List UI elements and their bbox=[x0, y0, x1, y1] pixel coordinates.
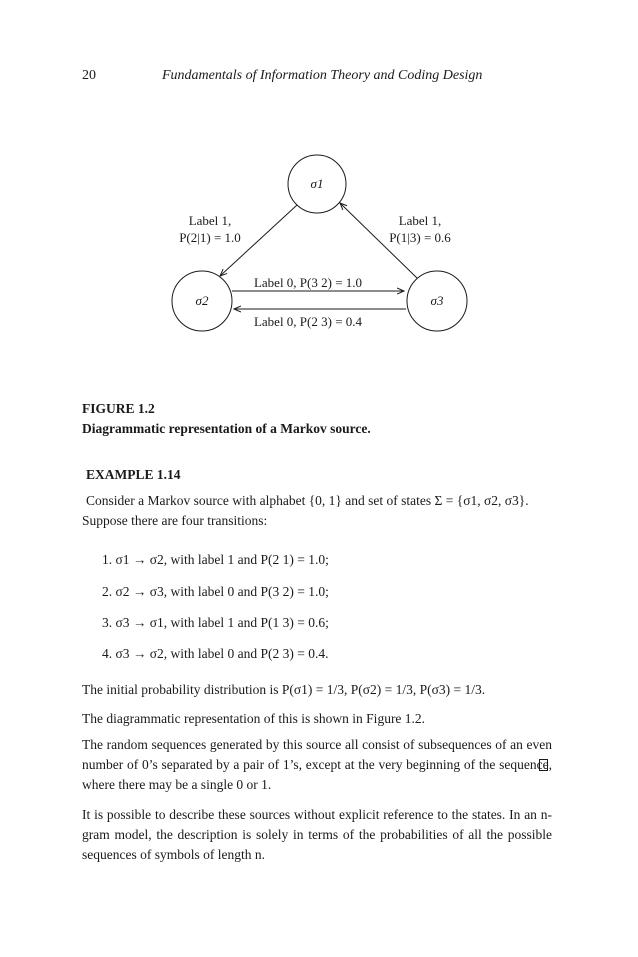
edge-label-s3-s2: Label 0, P(2 3) = 0.4 bbox=[253, 314, 363, 329]
end-of-example-mark bbox=[539, 759, 548, 771]
edge-label-s2-s3: Label 0, P(3 2) = 1.0 bbox=[253, 275, 363, 290]
figure-number: FIGURE 1.2 bbox=[82, 401, 155, 416]
edge-label-s1-s2-line1: Label 1, bbox=[188, 213, 232, 228]
sequences-paragraph: The random sequences generated by this source all consist of subsequences of an even number of 0’s separated by a pair of 1’s, except at the very beginning of the sequence, where there may be a single 0 or 1. bbox=[82, 737, 552, 792]
diagram-reference: The diagrammatic representation of this is shown in Figure 1.2. bbox=[82, 711, 426, 726]
node-label-s3: σ3 bbox=[430, 293, 444, 308]
initial-distribution: The initial probability distribution is P(σ1) = 1/3, P(σ2) = 1/3, P(σ3) = 1/3. bbox=[82, 682, 486, 697]
transition-item-3: 3. σ3 → σ1, with label 1 and P(1 3) = 0.6; bbox=[102, 615, 329, 630]
running-title: Fundamentals of Information Theory and Coding Design bbox=[162, 68, 483, 83]
node-label-s2: σ2 bbox=[195, 293, 209, 308]
figure-caption bbox=[82, 399, 371, 439]
edge-label-s3-s1-line2: P(1|3) = 0.6 bbox=[389, 230, 451, 245]
example-heading: EXAMPLE 1.14 bbox=[86, 467, 181, 482]
transition-item-1: 1. σ1 → σ2, with label 1 and P(2 1) = 1.0; bbox=[102, 552, 329, 567]
transition-item-4: 4. σ3 → σ2, with label 0 and P(2 3) = 0.4. bbox=[102, 646, 329, 661]
example-intro-line2: Suppose there are four transitions: bbox=[82, 513, 268, 528]
edge-label-s1-s2-line2: P(2|1) = 1.0 bbox=[179, 230, 241, 245]
example-intro-line1: Consider a Markov source with alphabet {0, 1} and set of states Σ = {σ1, σ2, σ3}. bbox=[86, 493, 529, 508]
node-label-s1: σ1 bbox=[310, 176, 324, 191]
edge-label-s3-s1-line1: Label 1, bbox=[398, 213, 442, 228]
page-number: 20 bbox=[82, 68, 96, 83]
closing-paragraph: It is possible to describe these sources without explicit reference to the states. In an n-gram model, the description is solely in terms of the probabilities of all the possible sequences of symbols of length n. bbox=[82, 807, 552, 862]
transition-item-2: 2. σ2 → σ3, with label 0 and P(3 2) = 1.0; bbox=[102, 584, 329, 599]
example-intro bbox=[82, 491, 552, 531]
figure-caption-text: Diagrammatic representation of a Markov source. bbox=[82, 421, 371, 436]
